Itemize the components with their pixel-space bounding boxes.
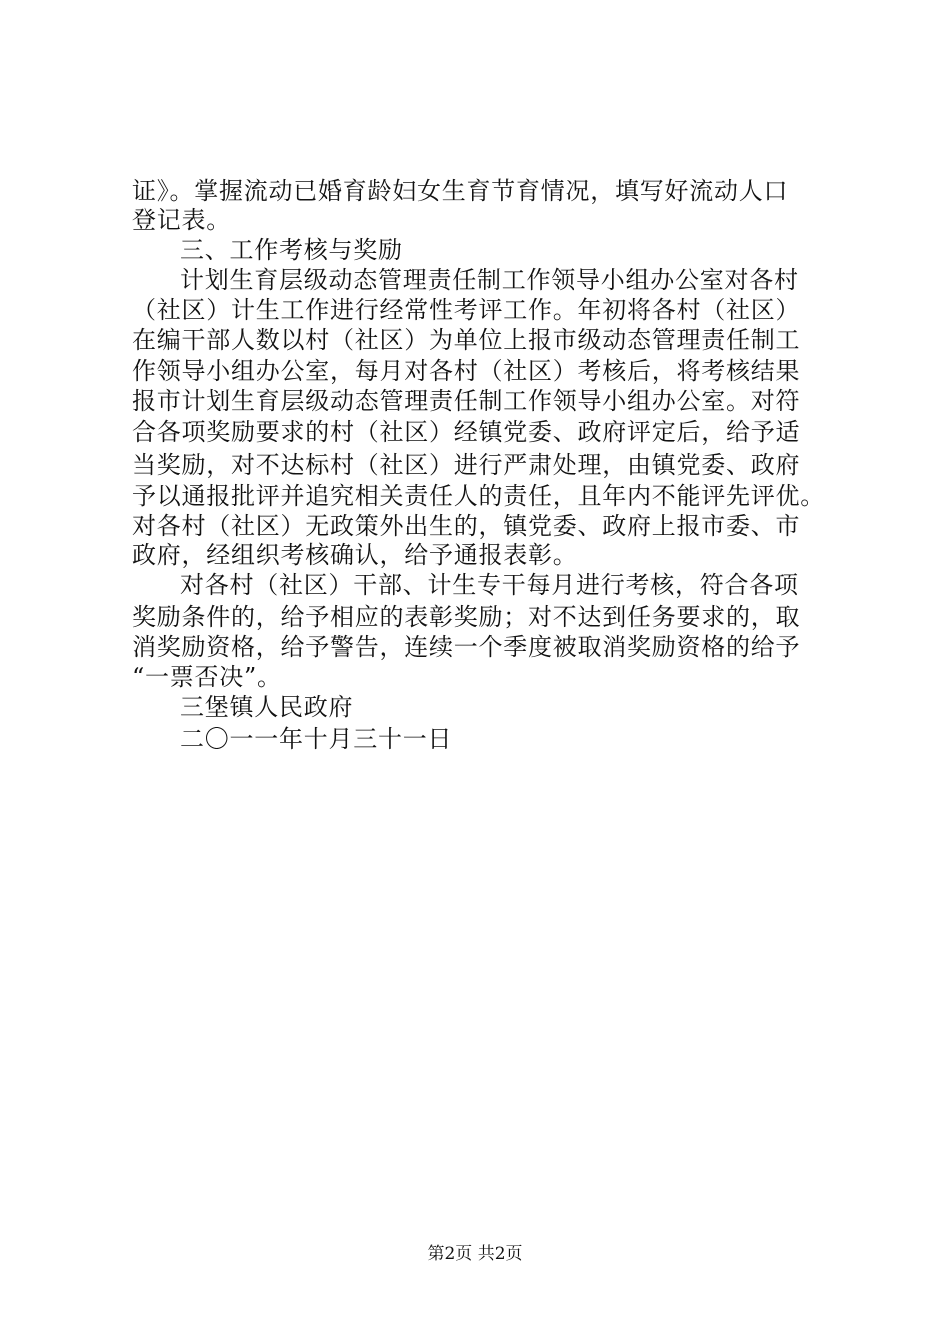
text-line: 合各项奖励要求的村（社区）经镇党委、政府评定后，给予适	[132, 418, 801, 446]
text-line: 计划生育层级动态管理责任制工作领导小组办公室对各村	[180, 266, 799, 294]
text-line: 对各村（社区）干部、计生专干每月进行考核，符合各项	[180, 571, 799, 599]
text-line: 证》。掌握流动已婚育龄妇女生育节育情况，填写好流动人口	[132, 177, 789, 205]
signature-organization: 三堡镇人民政府	[180, 693, 354, 721]
text-line: 报市计划生育层级动态管理责任制工作领导小组办公室。对符	[132, 387, 801, 415]
text-line: 予以通报批评并追究相关责任人的责任，且年内不能评先评优。	[132, 482, 825, 510]
text-line: 当奖励，对不达标村（社区）进行严肃处理，由镇党委、政府	[132, 451, 801, 479]
text-line: “一票否决”。	[132, 663, 282, 691]
text-line: 在编干部人数以村（社区）为单位上报市级动态管理责任制工	[132, 326, 801, 354]
text-line: 政府，经组织考核确认，给予通报表彰。	[132, 541, 578, 569]
section-heading: 三、工作考核与奖励	[180, 236, 403, 264]
page-number-footer: 第2页 共2页	[427, 1244, 523, 1264]
text-line: 消奖励资格，给予警告，连续一个季度被取消奖励资格的给予	[132, 633, 801, 661]
text-line: 登记表。	[132, 206, 231, 234]
text-line: 奖励条件的，给予相应的表彰奖励；对不达到任务要求的，取	[132, 603, 801, 631]
signature-date: 二〇一一年十月三十一日	[180, 725, 453, 753]
text-line: 作领导小组办公室，每月对各村（社区）考核后，将考核结果	[132, 357, 801, 385]
text-line: 对各村（社区）无政策外出生的，镇党委、政府上报市委、市	[132, 512, 801, 540]
text-line: （社区）计生工作进行经常性考评工作。年初将各村（社区）	[132, 296, 801, 324]
